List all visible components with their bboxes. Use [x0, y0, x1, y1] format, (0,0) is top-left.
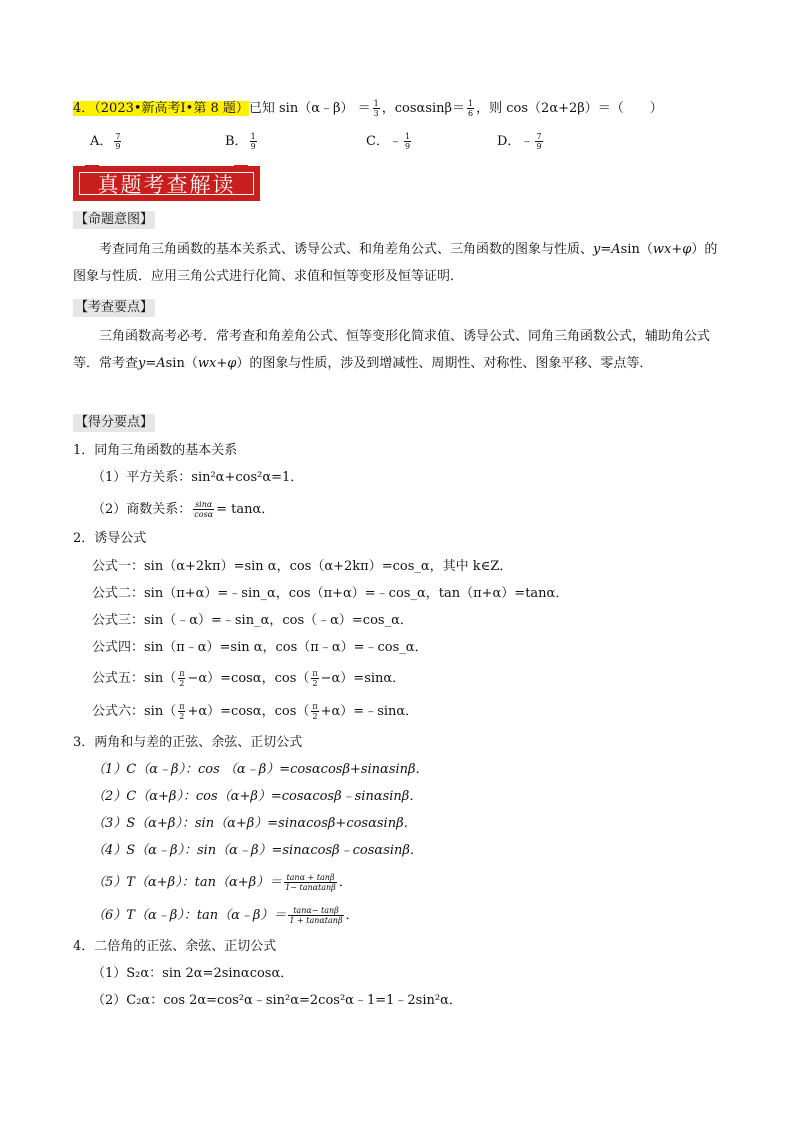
question-text-post: ，则 cos（2α+2β）＝（ ）: [476, 101, 663, 116]
formula-cos-sum: （2）C（α+β）：cos（α+β）=cosαcosβ﹣sinαsinβ．: [92, 789, 423, 804]
option-d[interactable]: D．﹣ $\frac{7}{9}$: [497, 132, 542, 151]
formula-square-relation: （1）平方关系：sin²α+cos²α=1．: [92, 470, 304, 485]
heading-sum-difference: 3．两角和与差的正弦、余弦、正切公式: [73, 735, 303, 750]
formula-induction-2: 公式二：sin（π+α）=﹣sin_α，cos（π+α）=﹣cos_α，tan（π+α）=tanα．: [92, 586, 569, 601]
formula-cos-double: （2）C₂α：cos 2α=cos²α﹣sin²α=2cos²α﹣1=1﹣2sin²α．: [92, 993, 462, 1008]
banner-title: 真题考查解读: [97, 172, 236, 197]
formula-sin-diff: （4）S（α﹣β）：sin（α﹣β）=sinαcosβ﹣cosαsinβ．: [92, 843, 423, 858]
formula-induction-6: 公式六：sin（ $\frac{\pi}{2}$ +α）=cosα，cos（ $\frac{\pi}{2}$ +α）=﹣sinα．: [92, 702, 419, 721]
section-header-scoring: 【得分要点】: [75, 415, 154, 430]
heading-induction-formulas: 2．诱导公式: [73, 531, 147, 546]
formula-sin-double: （1）S₂α：sin 2α=2sinαcosα．: [92, 966, 294, 981]
formula-induction-4: 公式四：sin（π﹣α）=sin α，cos（π﹣α）=﹣cos_α．: [92, 640, 428, 655]
option-a[interactable]: A． $\frac{7}{9}$: [90, 132, 121, 151]
option-b[interactable]: B． $\frac{1}{9}$: [225, 132, 256, 151]
formula-sin-sum: （3）S（α+β）：sin（α+β）=sinαcosβ+cosαsinβ．: [92, 816, 417, 831]
formula-cos-diff: （1）C（α﹣β）：cos （α﹣β）=cosαcosβ+sinαsinβ．: [92, 762, 429, 777]
question-4: [73, 99, 663, 118]
heading-double-angle: 4．二倍角的正弦、余弦、正切公式: [73, 939, 277, 954]
formula-induction-3: 公式三：sin（﹣α）=﹣sin_α，cos（﹣α）=cos_α．: [92, 613, 413, 628]
question-source-highlight: 4．（2023•新高考Ⅰ•第 8 题）: [73, 101, 249, 116]
section-keypoints-text: 三角函数高考必考．常考查和角差角公式、恒等变形化简求值、诱导公式、同角三角函数公式，辅助角公式等．常考查y=Asin（wx+φ）的图象与性质，涉及到增减性、周期性、对称性、图象平移、零点等．: [73, 329, 711, 371]
formula-tan-diff: （6）T（α﹣β）：tan（α﹣β）＝ $\frac{\tan\alpha- \tan\beta}{1 + \tan\alpha\tan\beta}$ ．: [92, 906, 359, 925]
question-text-mid: ，cosαsinβ＝: [381, 101, 466, 116]
section-banner: [73, 166, 260, 201]
fraction-one-third: $\frac{1}{3}$: [373, 99, 379, 118]
formula-induction-1: 公式一：sin（α+2kπ）=sin α，cos（α+2kπ）=cos_α，其中 k∈Z．: [92, 559, 513, 574]
section-header-keypoints: 【考查要点】: [75, 300, 154, 315]
fraction-one-sixth: $\frac{1}{6}$: [468, 99, 474, 118]
section-header-intent: 【命题意图】: [75, 212, 154, 227]
heading-basic-relations: 1．同角三角函数的基本关系: [73, 443, 238, 458]
section-intent-text: 考查同角三角函数的基本关系式、诱导公式、和角差角公式、三角函数的图象与性质、y=Asin（wx+φ）的图象与性质．应用三角公式进行化简、求值和恒等变形及恒等证明．: [73, 242, 718, 284]
question-text-pre: 已知 sin（α﹣β）: [248, 101, 354, 116]
formula-quotient-relation: （2）商数关系： $\frac{\sin\alpha}{\cos\alpha}$ = tanα．: [92, 500, 275, 519]
formula-tan-sum: （5）T（α+β）：tan（α+β）＝ $\frac{\tan\alpha + \tan\beta}{1- \tan\alpha\tan\beta}$ ．: [92, 873, 352, 892]
formula-induction-5: 公式五：sin（ $\frac{\pi}{2}$ −α）=cosα，cos（ $\frac{\pi}{2}$ −α）=sinα．: [92, 669, 406, 688]
option-c[interactable]: C．﹣ $\frac{1}{9}$: [366, 132, 411, 151]
equals-sign: ＝: [357, 101, 371, 116]
